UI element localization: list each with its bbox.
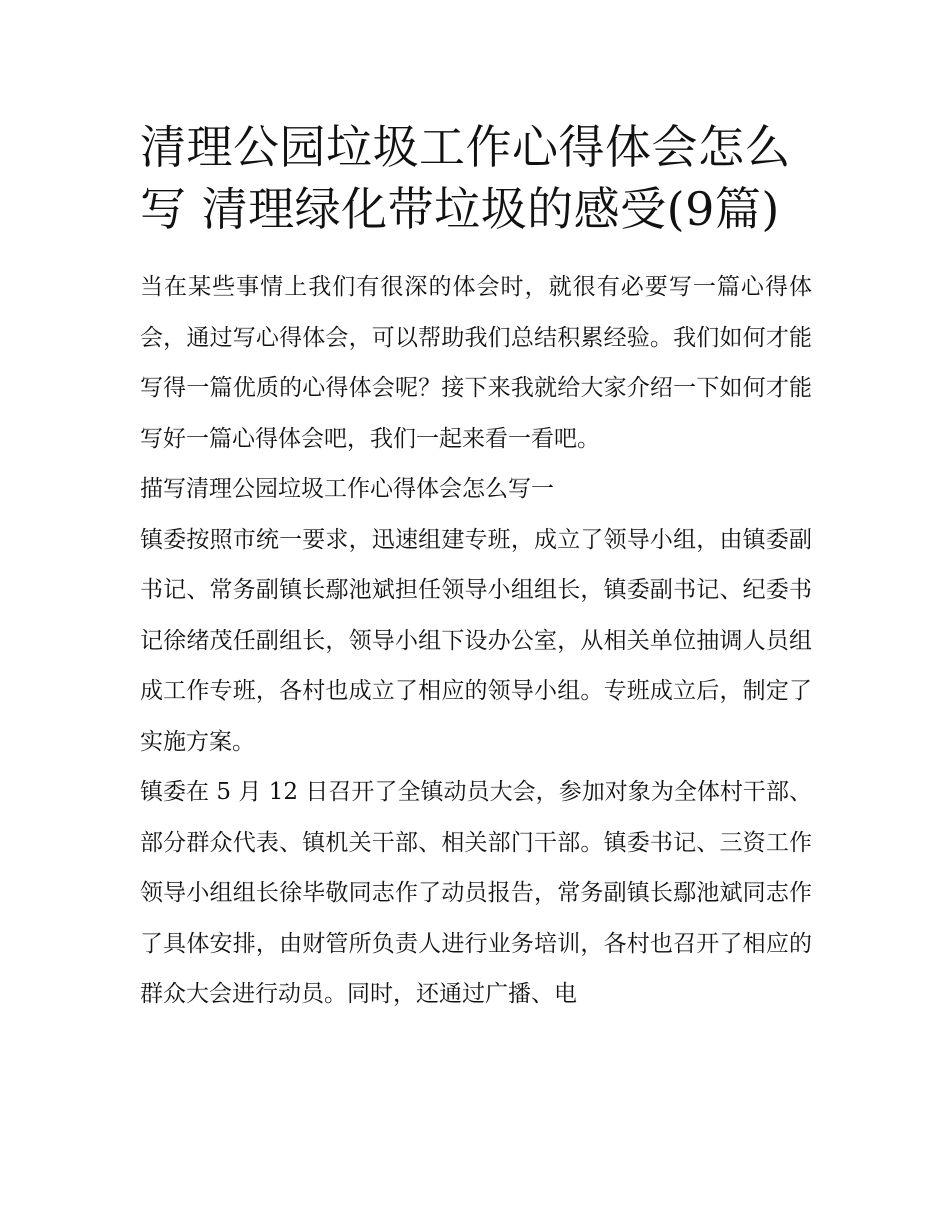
body-paragraph-2: 镇委在 5 月 12 日召开了全镇动员大会，参加对象为全体村干部、部分群众代表、镇机关干部、相关部门干部。镇委书记、三资工作领导小组组长徐毕敬同志作了动员报告，常务副镇长鄢池斌同志作了具体安排，由财管所负责人进行业务培训，各村也召开了相应的群众大会进行动员。同时，还通过广播、电 bbox=[140, 779, 812, 1007]
body-paragraph-1: 镇委按照市统一要求，迅速组建专班，成立了领导小组，由镇委副书记、常务副镇长鄢池斌担任领导小组组长，镇委副书记、纪委书记徐绪茂任副组长，领导小组下设办公室，从相关单位抽调人员组成工作专班，各村也成立了相应的领导小组。专班成立后，制定了实施方案。 bbox=[140, 526, 812, 755]
document-page bbox=[140, 116, 812, 1020]
section-heading: 描写清理公园垃圾工作心得体会怎么写一 bbox=[140, 476, 554, 502]
document-title: 清理公园垃圾工作心得体会怎么写 清理绿化带垃圾的感受(9篇) bbox=[140, 120, 791, 236]
intro-paragraph: 当在某些事情上我们有很深的体会时，就很有必要写一篇心得体会，通过写心得体会，可以帮助我们总结积累经验。我们如何才能写得一篇优质的心得体会呢？接下来我就给大家介绍一下如何才能写好一篇心得体会吧，我们一起来看一看吧。 bbox=[140, 274, 812, 452]
